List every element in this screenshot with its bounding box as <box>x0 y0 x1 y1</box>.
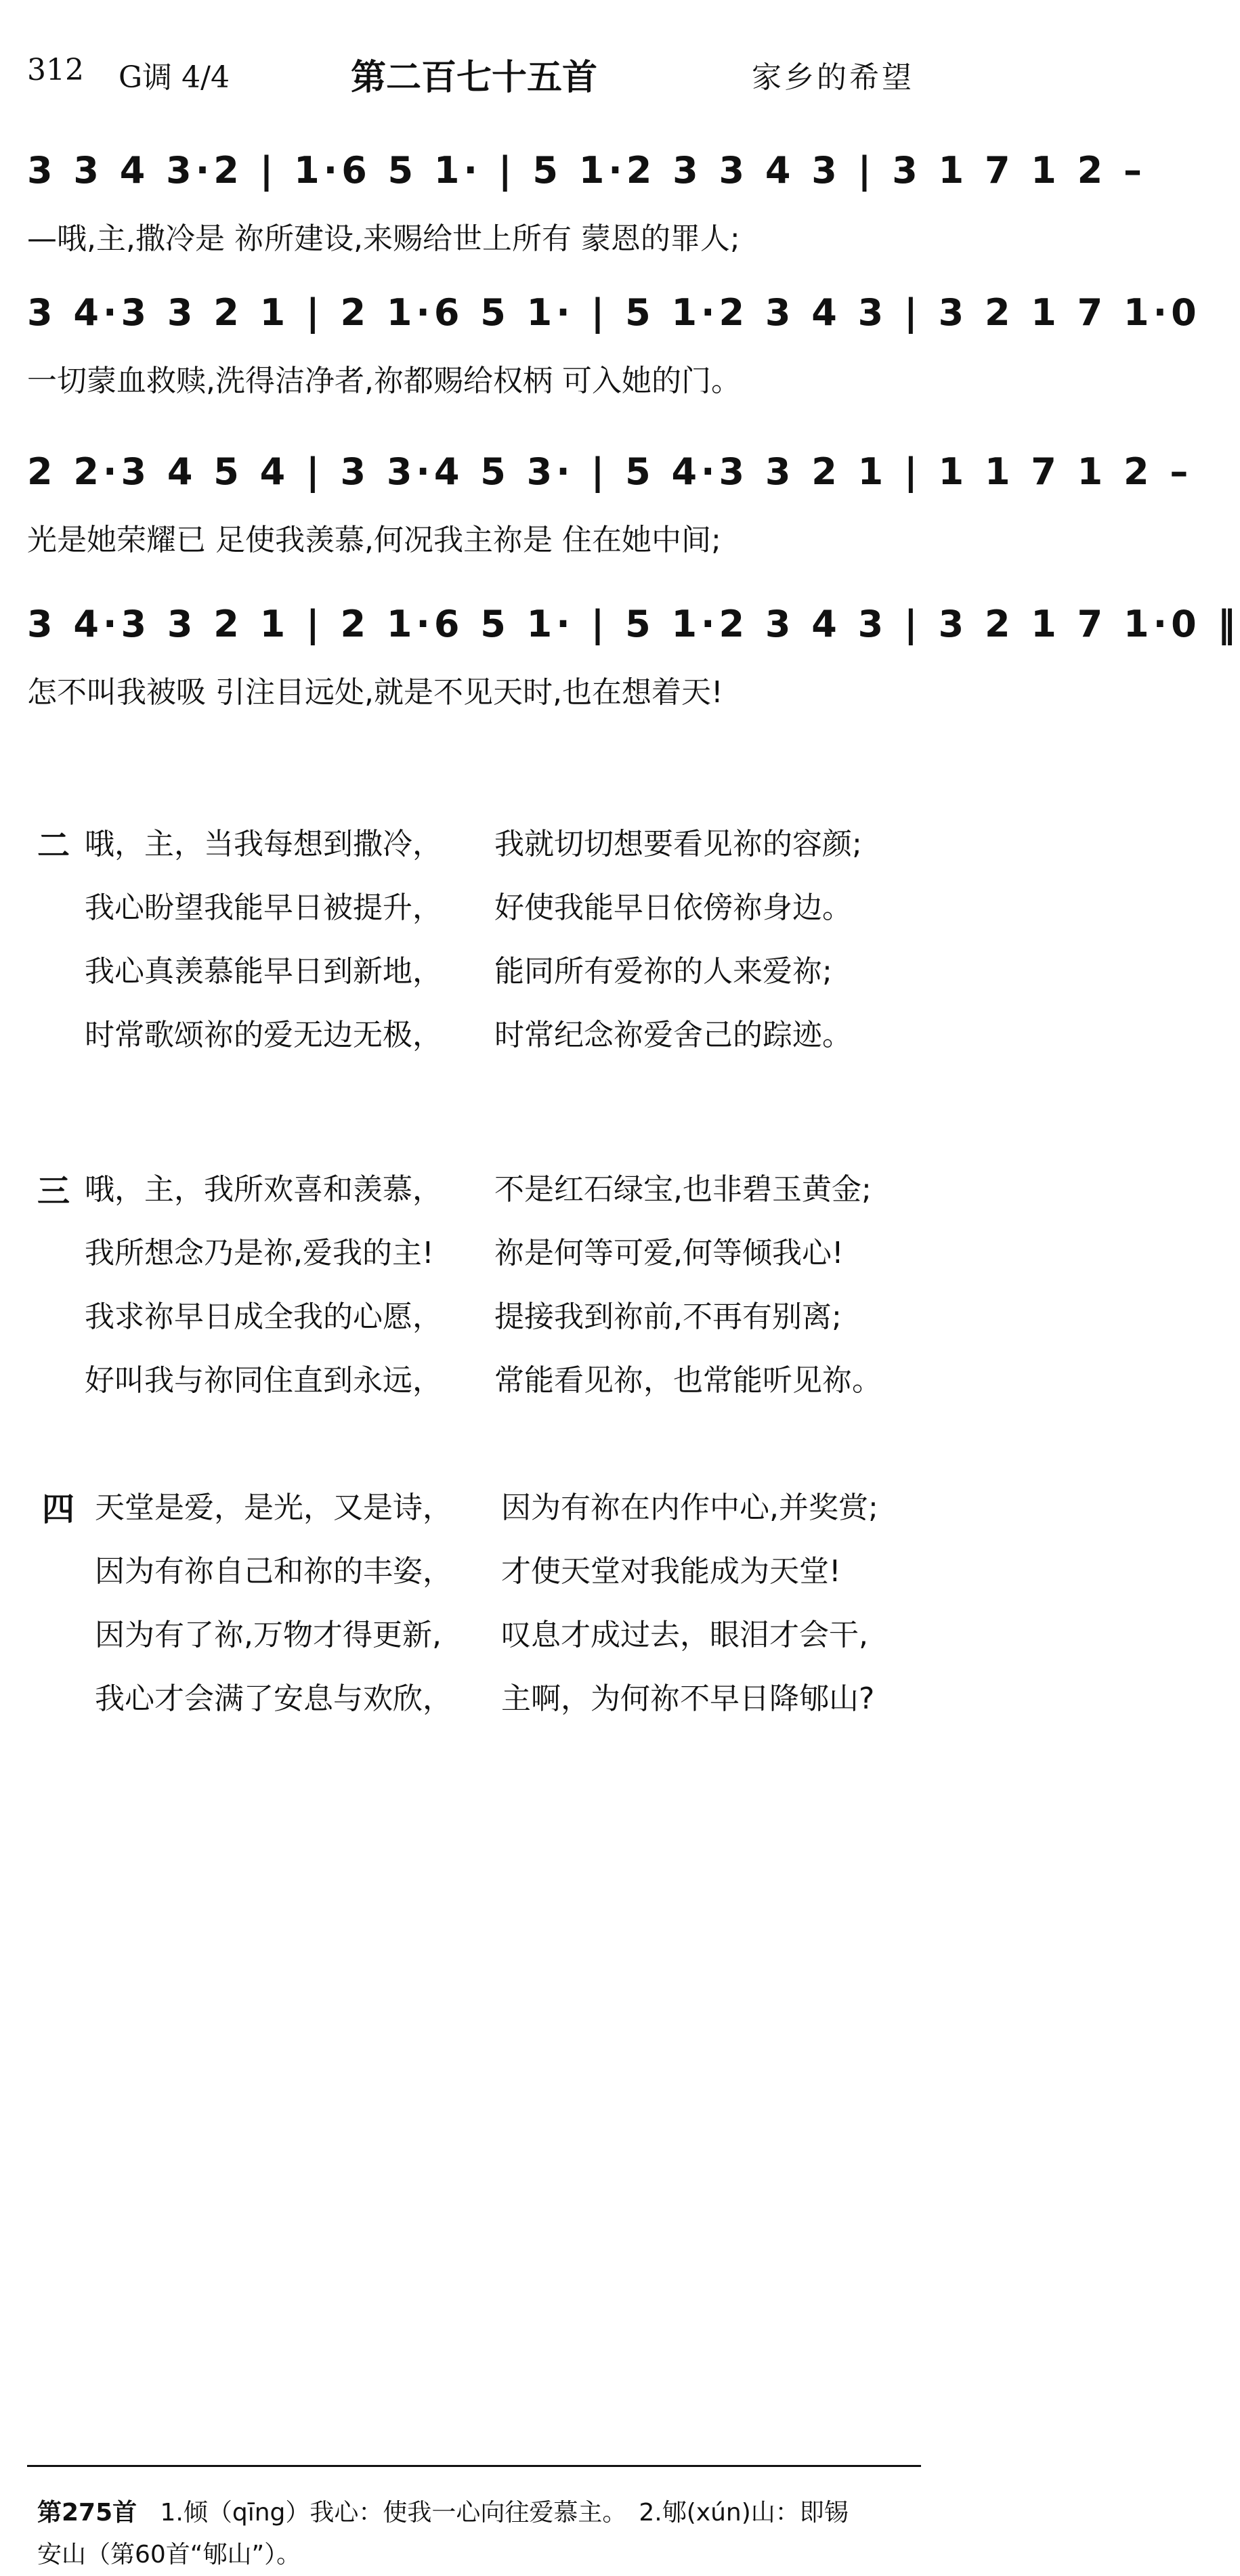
score-line <box>27 603 1240 731</box>
verse-line-second-half: 因为有祢在内作中心,并奖赏; <box>501 1490 878 1525</box>
hymn-subtitle: 家乡的希望 <box>752 60 914 95</box>
score-line <box>27 291 1201 420</box>
verse-line-first-half: 因为有祢自己和祢的丰姿， <box>95 1554 452 1589</box>
verse-line-second-half: 提接我到祢前,不再有别离; <box>494 1300 842 1334</box>
verse-line-second-half: 主啊，为何祢不早日降郇山? <box>501 1681 875 1716</box>
verse-line-first-half: 时常歌颂祢的爱无边无极， <box>85 1018 442 1052</box>
verse-line-first-half: 哦，主，我所欢喜和羡慕， <box>85 1172 442 1207</box>
verse-line-second-half: 好使我能早日依傍祢身边。 <box>494 890 852 925</box>
footnote-line1: 1.倾（qīng）我心：使我一心向往爱慕主。 2.郇(xún)山：即锡 <box>160 2499 849 2527</box>
verse-line-second-half: 常能看见祢，也常能听见祢。 <box>494 1363 882 1398</box>
footnote-label: 第275首 <box>37 2499 137 2527</box>
score-line <box>27 450 1193 579</box>
verse-line-first-half: 我求祢早日成全我的心愿， <box>85 1300 442 1334</box>
verse-line-first-half: 因为有了祢,万物才得更新, <box>95 1618 442 1652</box>
verse-line-first-half: 天堂是爱，是光，又是诗， <box>95 1490 452 1525</box>
jianpu-notes: 3 4·3 3 2 1 | 2 1·6 5 1· | 5 1·2 3 4 3 | 3 2 1 7 1·0 <box>27 291 1201 334</box>
verse-line-second-half: 祢是何等可爱,何等倾我心! <box>494 1236 844 1270</box>
verse-line-second-half: 我就切切想要看见祢的容颜; <box>494 827 862 861</box>
verse-number: 二 <box>37 827 70 865</box>
verse-line-second-half: 能同所有爱祢的人来爱祢; <box>494 954 832 989</box>
jianpu-notes: 3 3 4 3·2 | 1·6 5 1· | 5 1·2 3 3 4 3 | 3 1 7 1 2 – <box>27 149 1147 192</box>
footer-divider <box>27 2465 921 2467</box>
verse-line-first-half: 我心才会满了安息与欢欣， <box>95 1681 452 1716</box>
jianpu-notes: 3 4·3 3 2 1 | 2 1·6 5 1· | 5 1·2 3 4 3 | 3 2 1 7 1·0 ‖ <box>27 603 1240 645</box>
score-line <box>27 149 1147 278</box>
key-time-signature: G调 4/4 <box>119 60 230 95</box>
lyric-line: —哦,主,撒冷是 祢所建设,来赐给世上所有 蒙恩的罪人; <box>27 221 740 256</box>
verse-number: 四 <box>42 1490 75 1528</box>
jianpu-notes: 2 2·3 4 5 4 | 3 3·4 5 3· | 5 4·3 3 2 1 | 1 1 7 1 2 – <box>27 450 1193 493</box>
verse-line-first-half: 我所想念乃是祢,爱我的主! <box>85 1236 434 1270</box>
hymn-title: 第二百七十五首 <box>350 58 597 98</box>
verse-line-first-half: 好叫我与祢同住直到永远， <box>85 1363 442 1398</box>
verse-line-second-half: 才使天堂对我能成为天堂! <box>501 1554 841 1589</box>
lyric-line: 怎不叫我被吸 引注目远处,就是不见天时,也在想着天! <box>27 675 723 710</box>
verse-line-second-half: 叹息才成过去，眼泪才会干, <box>501 1618 868 1652</box>
lyric-line: 光是她荣耀已 足使我羡慕,何况我主祢是 住在她中间; <box>27 523 721 557</box>
verse-line-first-half: 我心盼望我能早日被提升， <box>85 890 442 925</box>
verse-line-first-half: 我心真羡慕能早日到新地， <box>85 954 442 989</box>
verse-line-first-half: 哦，主，当我每想到撒冷， <box>85 827 442 861</box>
verse-number: 三 <box>37 1172 70 1210</box>
verse-line-second-half: 时常纪念祢爱舍己的踪迹。 <box>494 1018 852 1052</box>
footnote-line2: 安山（第60首“郇山”）。 <box>37 2541 301 2569</box>
lyric-line: 一切蒙血救赎,洗得洁净者,祢都赐给权柄 可入她的门。 <box>27 364 741 398</box>
page-number: 312 <box>27 53 84 87</box>
footnote <box>37 2492 924 2576</box>
verse-line-second-half: 不是红石绿宝,也非碧玉黄金; <box>494 1172 872 1207</box>
